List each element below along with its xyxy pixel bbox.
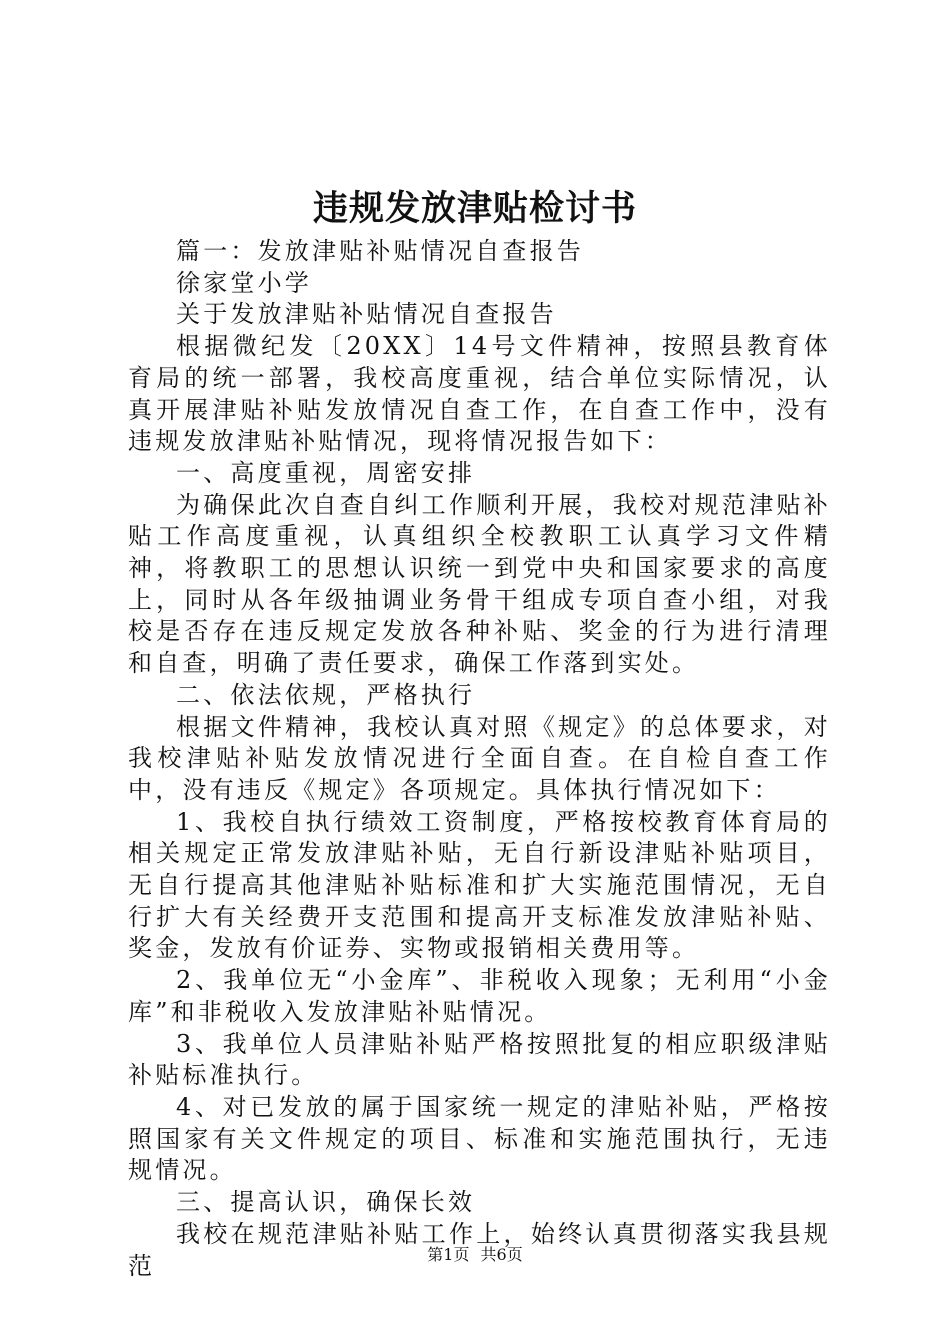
paragraph-section-2-body: 根据文件精神，我校认真对照《规定》的总体要求，对我校津贴补贴发放情况进行全面自查。在自检自查工作中，没有违反《规定》各项规定。具体执行情况如下： [128,712,831,804]
document-body [128,236,831,1282]
page-total: 共6页 [480,1245,523,1264]
paragraph-item-2: 2、我单位无“小金库”、非税收入现象；无利用“小金库”和非税收入发放津贴补贴情况。 [128,966,831,1026]
paragraph-section-3-body: 我校在规范津贴补贴工作上，始终认真贯彻落实我县规范 [128,1219,831,1280]
paragraph-item-4: 4、对已发放的属于国家统一规定的津贴补贴，严格按照国家有关文件规定的项目、标准和实施范围执行，无违规情况。 [128,1092,831,1185]
paragraph-section-2-heading: 二、依法依规，严格执行 [176,680,476,709]
paragraph-item-3: 3、我单位人员津贴补贴严格按照批复的相应职级津贴补贴标准执行。 [128,1029,831,1090]
document-title: 违规发放津贴检讨书 [312,188,637,229]
paragraph-section-1-body: 为确保此次自查自纠工作顺利开展，我校对规范津贴补贴工作高度重视，认真组织全校教职工认真学习文件精神，将教职工的思想认识统一到党中央和国家要求的高度上，同时从各年级抽调业务骨干组成专项自查小组，对我校是否存在违反规定发放各种补贴、奖金的行为进行清理和自查，明确了责任要求，确保工作落到实处。 [128,490,831,678]
paragraph-section-3-heading: 三、提高认识，确保长效 [176,1188,476,1217]
paragraph-section-1-heading: 一、高度重视，周密安排 [176,458,476,487]
paragraph-item-1: 1、我校自执行绩效工资制度，严格按校教育体育局的相关规定正常发放津贴补贴，无自行新设津贴补贴项目，无自行提高其他津贴补贴标准和扩大实施范围情况，无自行扩大有关经费开支范围和提高开支标准发放津贴补贴、奖金，发放有价证券、实物或报销相关费用等。 [128,807,831,963]
paragraph-heading-part1: 篇一：发放津贴补贴情况自查报告 [176,237,584,265]
paragraph-intro: 根据微纪发〔20XX〕14号文件精神，按照县教育体育局的统一部署，我校高度重视，结合单位实际情况，认真开展津贴补贴发放情况自查工作，在自查工作中，没有违规发放津贴补贴情况，现将情况报告如下： [128,332,831,456]
page-footer [0,1244,950,1266]
page-number: 第1页 [427,1245,470,1264]
paragraph-school-name: 徐家堂小学 [176,268,312,297]
paragraph-report-title: 关于发放津贴补贴情况自查报告 [176,300,557,329]
